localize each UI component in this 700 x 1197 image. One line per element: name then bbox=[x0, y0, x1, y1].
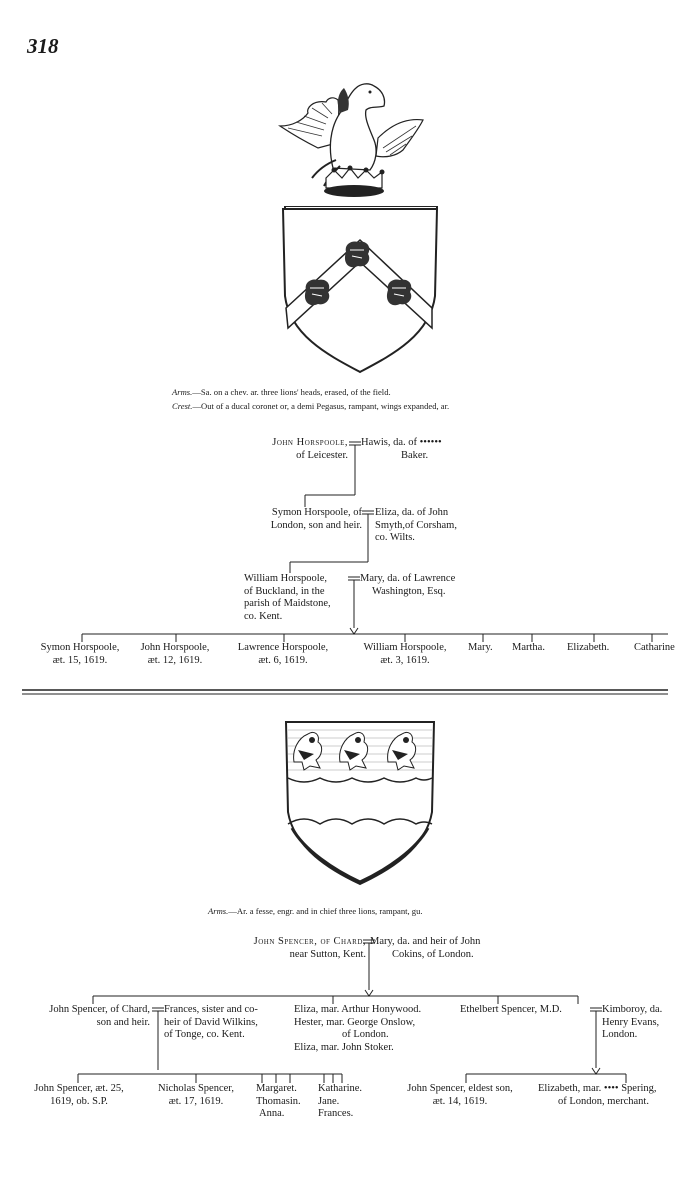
person-line: heir of David Wilkins, bbox=[164, 1016, 258, 1028]
child-line: æt. 14, 1619. bbox=[432, 1095, 488, 1107]
husband-line: Symon Horspoole, of bbox=[271, 507, 362, 518]
person-line: Henry Evans, bbox=[602, 1016, 660, 1028]
child-name: John Horspoole, bbox=[140, 642, 210, 653]
arms-label: Arms. bbox=[208, 906, 229, 916]
child-line: John Spencer, eldest son, bbox=[407, 1083, 513, 1094]
wife-line: Washington, Esq. bbox=[372, 585, 446, 597]
child-line: of London, merchant. bbox=[558, 1095, 649, 1107]
child-name: Lawrence Horspoole, bbox=[237, 642, 329, 653]
person-line: Kimboroy, da. bbox=[602, 1004, 663, 1015]
horspoole-child: Martha. bbox=[512, 642, 545, 653]
husband-line: William Horspoole, bbox=[244, 573, 327, 584]
husband-line: London, son and heir. bbox=[270, 519, 362, 531]
child-line: Nicholas Spencer, bbox=[158, 1083, 234, 1094]
person-line: London. bbox=[602, 1029, 638, 1040]
wife-line: Hawis, da. of •••••• bbox=[361, 437, 442, 448]
person-line: of London. bbox=[342, 1029, 389, 1040]
child-line: Margaret. bbox=[256, 1083, 297, 1094]
page-number: 318 bbox=[27, 34, 59, 58]
child-line: Frances. bbox=[318, 1108, 354, 1119]
arms-text: —Ar. a fesse, engr. and in chief three lions, rampant, gu. bbox=[228, 906, 423, 916]
wife-line: Mary, da. of Lawrence bbox=[360, 573, 456, 584]
wife-line: Cokins, of London. bbox=[392, 948, 474, 960]
husband-line: of Buckland, in the bbox=[244, 585, 325, 597]
child-line: 1619, ob. S.P. bbox=[50, 1095, 108, 1107]
person-line: Eliza, mar. Arthur Honywood. bbox=[294, 1004, 422, 1015]
husband-line: John Spencer, of Chard, bbox=[253, 936, 366, 947]
husband-name: John Horspoole, bbox=[272, 437, 348, 448]
child-line: Katharine. bbox=[318, 1083, 363, 1094]
child-name: Symon Horspoole, bbox=[40, 642, 120, 653]
wife-line: co. Wilts. bbox=[375, 532, 415, 543]
person-line: son and heir. bbox=[96, 1016, 150, 1028]
husband-line: near Sutton, Kent. bbox=[289, 948, 366, 960]
child-detail: æt. 15, 1619. bbox=[52, 654, 108, 666]
arms-label: Arms. bbox=[172, 387, 193, 397]
arms-text: —Sa. on a chev. ar. three lions' heads, erased, of the field. bbox=[192, 387, 391, 397]
child-line: Elizabeth, mar. •••• Spering, bbox=[538, 1083, 657, 1094]
husband-place: of Leicester. bbox=[296, 449, 348, 461]
spencer-gen2-ethelbert: Ethelbert Spencer, M.D. bbox=[460, 1004, 562, 1015]
wife-line: Baker. bbox=[401, 449, 429, 461]
child-line: Anna. bbox=[259, 1108, 285, 1119]
horspoole-child: Elizabeth. bbox=[567, 642, 610, 653]
crest-label: Crest. bbox=[172, 401, 193, 411]
person-line: Hester, mar. George Onslow, bbox=[294, 1016, 416, 1028]
horspoole-child: Catharine bbox=[634, 642, 675, 653]
person-line: Eliza, mar. John Stoker. bbox=[294, 1041, 394, 1053]
person-line: Frances, sister and co- bbox=[164, 1004, 258, 1015]
husband-line: parish of Maidstone, bbox=[244, 598, 331, 609]
crest-text: —Out of a ducal coronet or, a demi Pegasus, rampant, wings expanded, ar. bbox=[192, 401, 450, 411]
wife-line: Mary, da. and heir of John bbox=[370, 936, 481, 947]
child-detail: æt. 12, 1619. bbox=[147, 654, 203, 666]
wife-line: Eliza, da. of John bbox=[375, 507, 449, 518]
child-detail: æt. 6, 1619. bbox=[258, 654, 308, 666]
child-line: æt. 17, 1619. bbox=[168, 1095, 224, 1107]
child-line: Jane. bbox=[318, 1095, 340, 1107]
person-line: of Tonge, co. Kent. bbox=[164, 1029, 245, 1040]
child-line: Thomasin. bbox=[256, 1095, 301, 1107]
child-name: William Horspoole, bbox=[363, 642, 447, 653]
child-line: John Spencer, æt. 25, bbox=[34, 1083, 124, 1094]
child-detail: æt. 3, 1619. bbox=[380, 654, 430, 666]
wife-line: Smyth,of Corsham, bbox=[375, 519, 457, 531]
person-line: John Spencer, of Chard, bbox=[49, 1004, 150, 1015]
horspoole-child: Mary. bbox=[468, 642, 493, 653]
husband-line: co. Kent. bbox=[244, 610, 283, 622]
